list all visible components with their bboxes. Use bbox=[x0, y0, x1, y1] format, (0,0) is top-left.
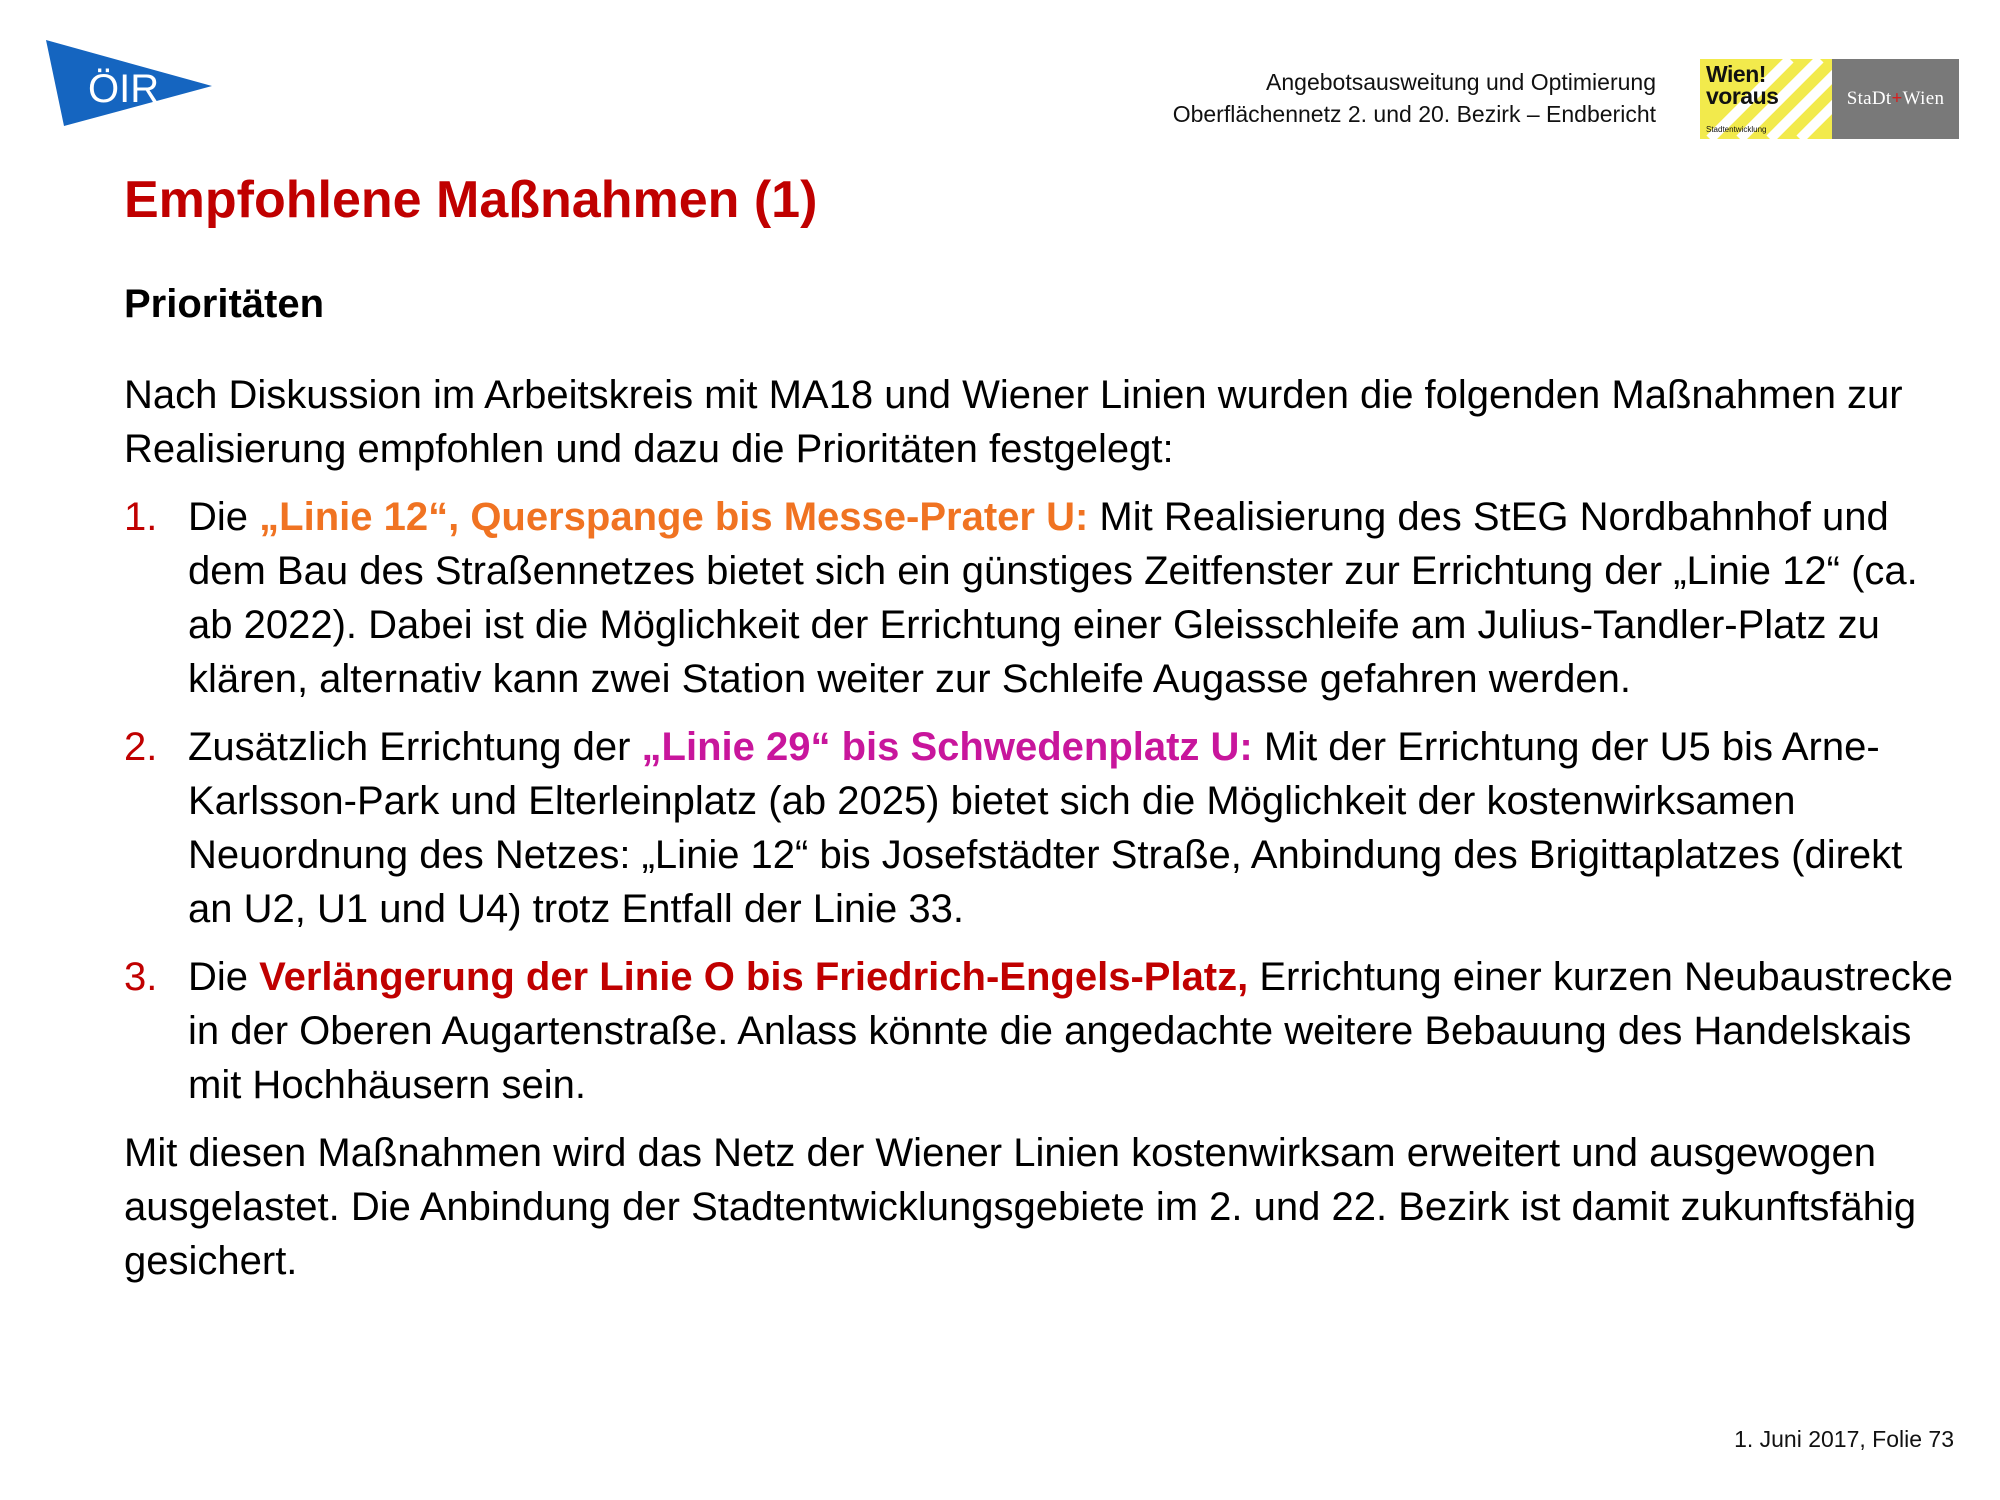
header-text bbox=[1173, 66, 1656, 130]
list-item-number: 3. bbox=[124, 955, 158, 999]
list-item-text: Errichtung einer kurzen Neubaustrecke in der Oberen Augartenstraße. Anlass könnte die angedachte weitere Bebauung des Handelskais mit Hochhäusern sein. bbox=[188, 955, 1954, 1107]
oir-logo bbox=[44, 38, 212, 126]
list-item-highlight: „Linie 29“ bis Schwedenplatz U: bbox=[641, 725, 1253, 769]
intro-paragraph: Nach Diskussion im Arbeitskreis mit MA18 und Wiener Linien wurden die folgenden Maßnahmen zur Realisierung empfohlen und dazu die Prioritäten festgelegt: bbox=[124, 373, 1903, 471]
stadt-wien-logo bbox=[1832, 59, 1959, 139]
list-item bbox=[124, 490, 1954, 706]
list-item bbox=[124, 950, 1954, 1112]
wien-logo-line-2: voraus bbox=[1706, 83, 1779, 109]
footer-date-slide: 1. Juni 2017, Folie 73 bbox=[1734, 1426, 1954, 1452]
conclusion-paragraph: Mit diesen Maßnahmen wird das Netz der Wiener Linien kostenwirksam erweitert und ausgewogen ausgelastet. Die Anbindung der Stadtentwicklungsgebiete im 2. und 22. Bezirk ist damit zukunftsfähig gesichert. bbox=[124, 1131, 1917, 1283]
list-item-number: 2. bbox=[124, 725, 158, 769]
list-item-number: 1. bbox=[124, 495, 158, 539]
header-line-1: Angebotsausweitung und Optimierung bbox=[1266, 69, 1656, 95]
list-item-text: Mit der Errichtung der U5 bis Arne-Karlsson-Park und Elterleinplatz (ab 2025) bietet sich die Möglichkeit der kostenwirksamen Neuordnung des Netzes: „Linie 12“ bis Josefstädter Straße, Anbindung des Brigittaplatzes (direkt an U2, U1 und U4) trotz Entfall der Linie 33. bbox=[188, 725, 1903, 931]
stadt-logo-a: StaDt bbox=[1846, 88, 1892, 109]
page-title: Empfohlene Maßnahmen (1) bbox=[124, 171, 818, 229]
list-item-highlight: „Linie 12“, Querspange bis Messe-Prater U: bbox=[259, 495, 1089, 539]
oir-logo-text: ÖIR bbox=[88, 67, 160, 111]
header-line-2: Oberflächennetz 2. und 20. Bezirk – Endbericht bbox=[1172, 101, 1656, 127]
stadt-logo-b: Wien bbox=[1902, 88, 1945, 109]
list-item-text: Mit Realisierung des StEG Nordbahnhof und dem Bau des Straßennetzes bietet sich ein günstiges Zeitfenster zur Errichtung der „Linie 12“ (ca. ab 2022). Dabei ist die Möglichkeit der Errichtung einer Gleisschleife am Julius-Tandler-Platz zu klären, alternativ kann zwei Station weiter zur Schleife Augasse gefahren werden. bbox=[188, 495, 1918, 701]
list-item-pre: Die bbox=[188, 495, 260, 539]
wien-voraus-logo bbox=[1700, 59, 1832, 139]
list-item-highlight: Verlängerung der Linie O bis Friedrich-Engels-Platz, bbox=[259, 955, 1249, 999]
stadt-logo-cross-icon: + bbox=[1891, 88, 1903, 109]
wien-logo-line-1: Wien! bbox=[1706, 61, 1766, 87]
priority-list bbox=[124, 490, 1954, 1112]
list-item bbox=[124, 720, 1954, 936]
list-item-pre: Die bbox=[188, 955, 260, 999]
wien-logo-small: Stadtentwicklung bbox=[1706, 125, 1767, 134]
list-item-pre: Zusätzlich Errichtung der bbox=[188, 725, 642, 769]
section-subtitle: Prioritäten bbox=[124, 282, 325, 326]
body-content bbox=[124, 368, 1954, 1288]
